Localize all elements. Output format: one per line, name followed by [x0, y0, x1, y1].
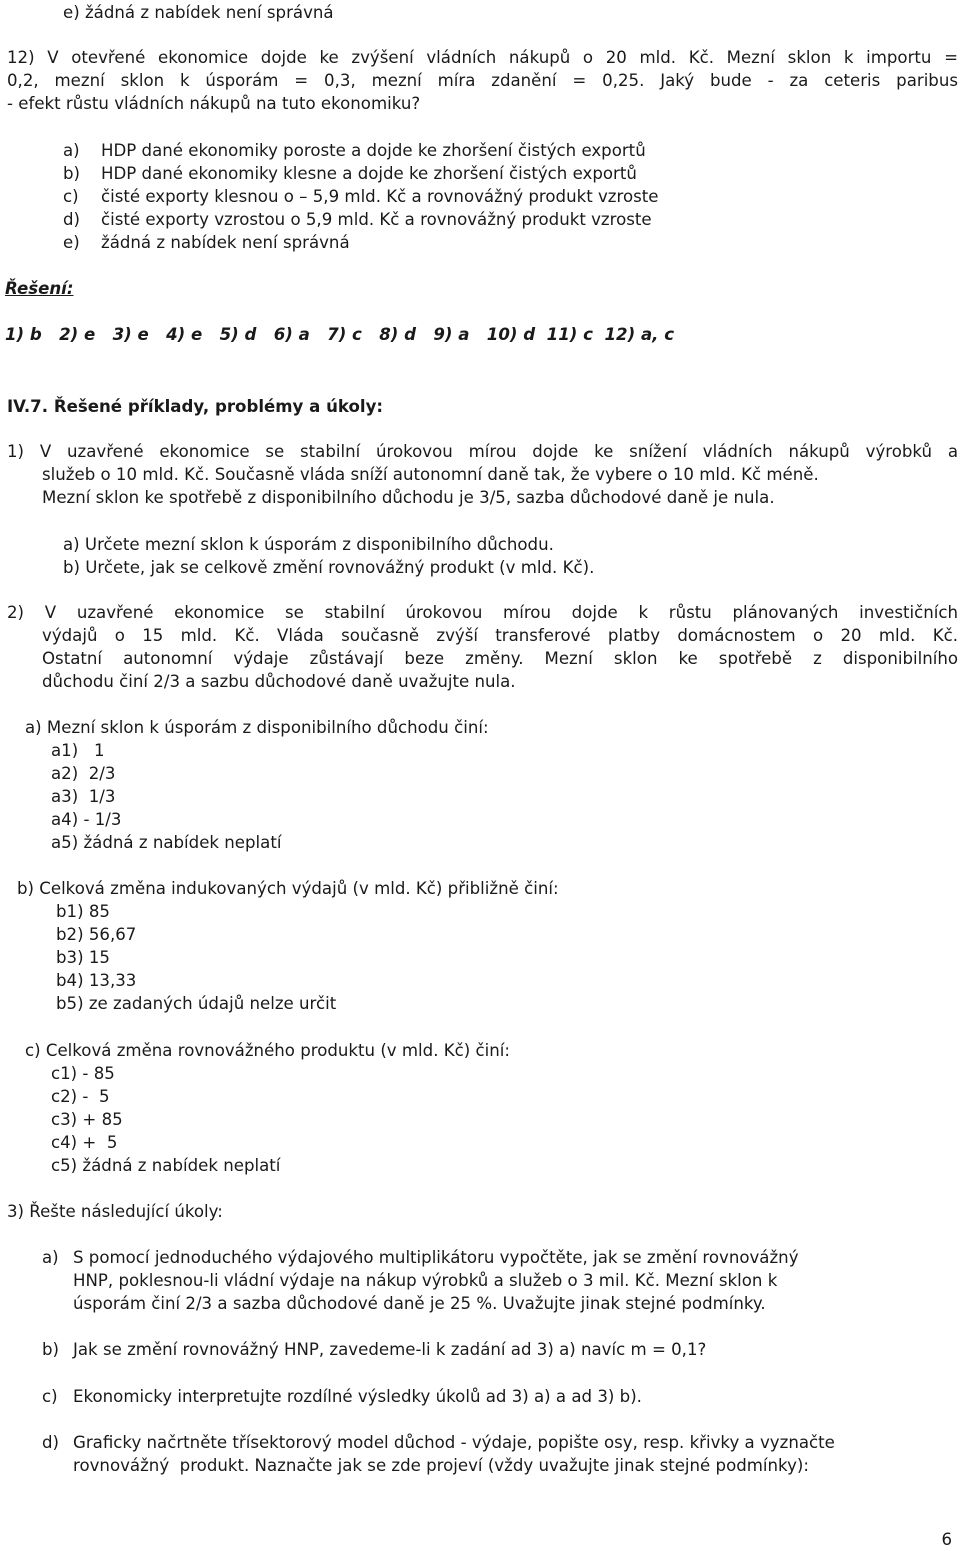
task3-c-text: Ekonomicky interpretujte rozdílné výsledky úkolů ad 3) a) a ad 3) b).	[73, 1387, 642, 1406]
task2-c2: c2) - 5	[51, 1087, 110, 1106]
task3-d-line-1: Graficky načrtněte třísektorový model důchod - výdaje, popište osy, resp. křivky a vyznačte	[73, 1433, 835, 1452]
task1-line-3: Mezní sklon ke spotřebě z disponibilního důchodu je 3/5, sazba důchodové daně je nula.	[42, 488, 775, 507]
q12-option-c	[63, 185, 659, 208]
task2-b1: b1) 85	[56, 902, 110, 921]
task2-line-4: důchodu činí 2/3 a sazbu důchodové daně uvažujte nula.	[42, 672, 516, 691]
q12-option-e	[63, 231, 350, 254]
section-heading	[7, 395, 383, 418]
option-text: čisté exporty klesnou o – 5,9 mld. Kč a rovnovážný produkt vzroste	[101, 187, 659, 206]
task1-subtask-a: a) Určete mezní sklon k úsporám z disponibilního důchodu.	[63, 535, 554, 554]
task2-line-3: Ostatní autonomní výdaje zůstávají beze změny. Mezní sklon ke spotřebě z disponibilního	[42, 649, 958, 668]
task3-title: 3) Řešte následující úkoly:	[7, 1202, 223, 1221]
solution-heading: Řešení:	[5, 279, 74, 298]
page-number: 6	[941, 1530, 952, 1549]
q12-option-d	[63, 208, 652, 231]
task2-b4: b4) 13,33	[56, 971, 137, 990]
section-number: IV.7.	[7, 397, 49, 416]
q12-text-line-3: - efekt růstu vládních nákupů na tuto ekonomiku?	[7, 94, 421, 113]
option-text: čisté exporty vzrostou o 5,9 mld. Kč a rovnovážný produkt vzroste	[101, 210, 652, 229]
section-title: Řešené příklady, problémy a úkoly:	[53, 397, 384, 416]
task2-a-title: a) Mezní sklon k úsporám z disponibilního důchodu činí:	[25, 718, 489, 737]
task2-b-title: b) Celková změna indukovaných výdajů (v mld. Kč) přibližně činí:	[17, 879, 559, 898]
task3-a-label: a)	[42, 1248, 59, 1267]
task1-line-1: 1) V uzavřené ekonomice se stabilní úrokovou mírou dojde ke snížení vládních nákupů výrobků a	[7, 442, 958, 461]
q11-option-e: e) žádná z nabídek není správná	[63, 3, 334, 22]
task3-d-label: d)	[42, 1433, 60, 1452]
task2-a5: a5) žádná z nabídek neplatí	[51, 833, 282, 852]
task3-a-line-1: S pomocí jednoduchého výdajového multiplikátoru vypočtěte, jak se změní rovnovážný	[73, 1248, 799, 1267]
q12-option-a	[63, 139, 646, 162]
q12-option-b	[63, 162, 637, 185]
option-label: d)	[63, 210, 81, 229]
q12-text-line-1: 12) V otevřené ekonomice dojde ke zvýšení vládních nákupů o 20 mld. Kč. Mezní sklon k importu =	[7, 48, 958, 67]
task2-c5: c5) žádná z nabídek neplatí	[51, 1156, 281, 1175]
task2-a3: a3) 1/3	[51, 787, 116, 806]
task3-a-line-3: úsporám činí 2/3 a sazba důchodové daně je 25 %. Uvažujte jinak stejné podmínky.	[73, 1294, 766, 1313]
task1-subtask-b: b) Určete, jak se celkově změní rovnovážný produkt (v mld. Kč).	[63, 558, 595, 577]
option-label: a)	[63, 141, 80, 160]
task2-a1: a1) 1	[51, 741, 105, 760]
option-text: žádná z nabídek není správná	[101, 233, 350, 252]
task3-b-label: b)	[42, 1340, 60, 1359]
option-text: HDP dané ekonomiky poroste a dojde ke zhoršení čistých exportů	[101, 141, 646, 160]
option-label: b)	[63, 164, 81, 183]
solution-answers: 1) b 2) e 3) e 4) e 5) d 6) a 7) c 8) d 9) a 10) d 11) c 12) a, c	[5, 325, 675, 344]
option-label: c)	[63, 187, 79, 206]
task2-c4: c4) + 5	[51, 1133, 118, 1152]
option-text: HDP dané ekonomiky klesne a dojde ke zhoršení čistých exportů	[101, 164, 637, 183]
task2-a2: a2) 2/3	[51, 764, 116, 783]
task2-b2: b2) 56,67	[56, 925, 137, 944]
task1-line-2: služeb o 10 mld. Kč. Současně vláda sníží autonomní daně tak, že vybere o 10 mld. Kč méně.	[42, 465, 819, 484]
task3-c-label: c)	[42, 1387, 58, 1406]
task2-a4: a4) - 1/3	[51, 810, 122, 829]
task2-b5: b5) ze zadaných údajů nelze určit	[56, 994, 337, 1013]
task2-b3: b3) 15	[56, 948, 110, 967]
task3-b-text: Jak se změní rovnovážný HNP, zavedeme-li k zadání ad 3) a) navíc m = 0,1?	[73, 1340, 707, 1359]
task2-c-title: c) Celková změna rovnovážného produktu (v mld. Kč) činí:	[25, 1041, 510, 1060]
q12-text-line-2: 0,2, mezní sklon k úsporám = 0,3, mezní míra zdanění = 0,25. Jaký bude - za ceteris paribus	[7, 71, 958, 90]
option-label: e)	[63, 233, 80, 252]
task3-a-line-2: HNP, poklesnou-li vládní výdaje na nákup výrobků a služeb o 3 mil. Kč. Mezní sklon k	[73, 1271, 778, 1290]
task2-c1: c1) - 85	[51, 1064, 115, 1083]
task2-line-1: 2) V uzavřené ekonomice se stabilní úrokovou mírou dojde k růstu plánovaných investičních	[7, 603, 958, 622]
task2-c3: c3) + 85	[51, 1110, 123, 1129]
task3-d-line-2: rovnovážný produkt. Naznačte jak se zde projeví (vždy uvažujte jinak stejné podmínky):	[73, 1456, 809, 1475]
task2-line-2: výdajů o 15 mld. Kč. Vláda současně zvýší transferové platby domácnostem o 20 mld. Kč.	[42, 626, 958, 645]
